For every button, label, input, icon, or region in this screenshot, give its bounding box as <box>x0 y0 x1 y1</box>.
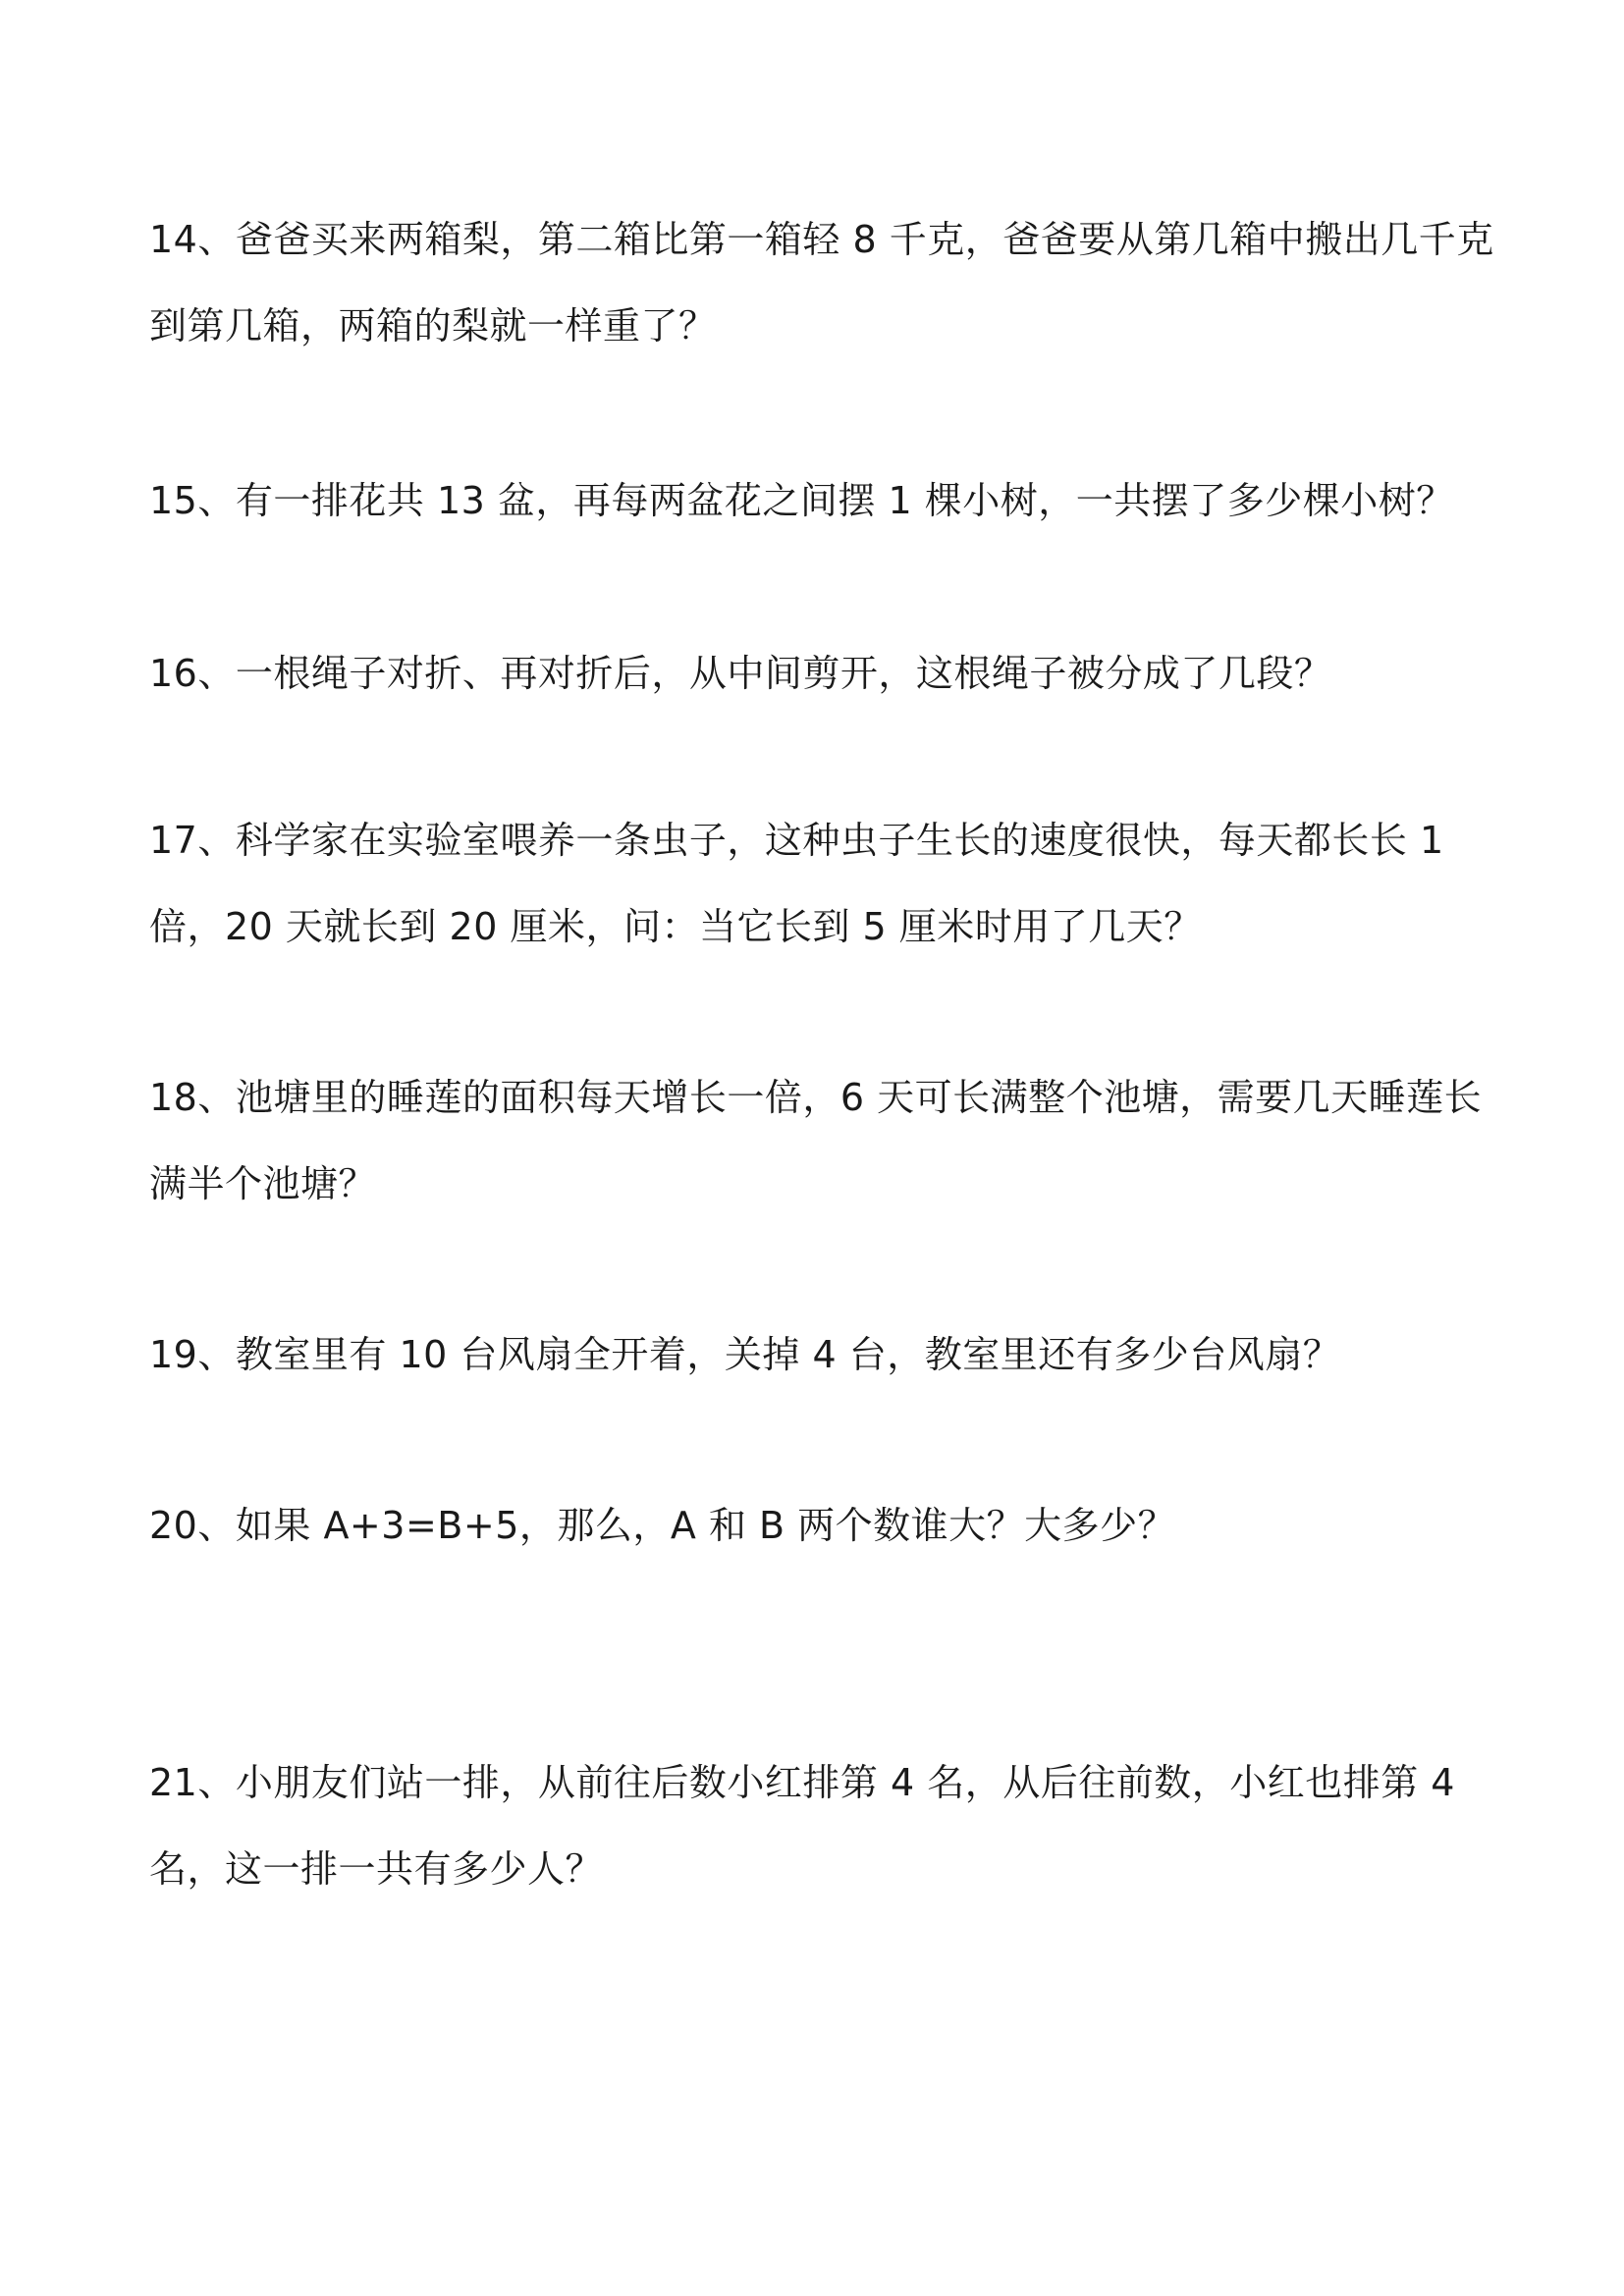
question-19 <box>149 1311 1494 1398</box>
question-number: 18、 <box>149 1076 236 1119</box>
question-number: 16、 <box>149 652 236 695</box>
question-number: 20、 <box>149 1504 236 1547</box>
question-text: 科学家在实验室喂养一条虫子，这种虫子生长的速度很快，每天都长长 1 倍，20 天就长到 20 厘米，问：当它长到 5 厘米时用了几天？ <box>149 819 1444 948</box>
question-number: 14、 <box>149 218 236 261</box>
question-20 <box>149 1482 1494 1569</box>
question-16 <box>149 630 1494 717</box>
question-number: 21、 <box>149 1761 236 1804</box>
question-text: 教室里有 10 台风扇全开着，关掉 4 台，教室里还有多少台风扇？ <box>235 1333 1341 1376</box>
question-text: 一根绳子对折、再对折后，从中间剪开，这根绳子被分成了几段？ <box>235 652 1332 695</box>
question-text: 小朋友们站一排，从前往后数小红排第 4 名，从后往前数，小红也排第 4 名，这一排一共有多少人？ <box>149 1761 1455 1891</box>
question-number: 17、 <box>149 819 236 862</box>
question-text: 爸爸买来两箱梨，第二箱比第一箱轻 8 千克，爸爸要从第几箱中搬出几千克到第几箱，两箱的梨就一样重了？ <box>149 218 1494 347</box>
question-number: 19、 <box>149 1333 236 1376</box>
question-number: 15、 <box>149 479 236 522</box>
question-18 <box>149 1054 1494 1227</box>
question-15 <box>149 457 1494 544</box>
question-21 <box>149 1739 1494 1912</box>
question-14 <box>149 196 1494 369</box>
question-text: 如果 A+3=B+5，那么，A 和 B 两个数谁大？大多少？ <box>235 1504 1176 1547</box>
question-17 <box>149 797 1494 970</box>
question-text: 有一排花共 13 盆，再每两盆花之间摆 1 棵小树，一共摆了多少棵小树？ <box>235 479 1454 522</box>
question-text: 池塘里的睡莲的面积每天增长一倍，6 天可长满整个池塘，需要几天睡莲长满半个池塘？ <box>149 1076 1483 1205</box>
